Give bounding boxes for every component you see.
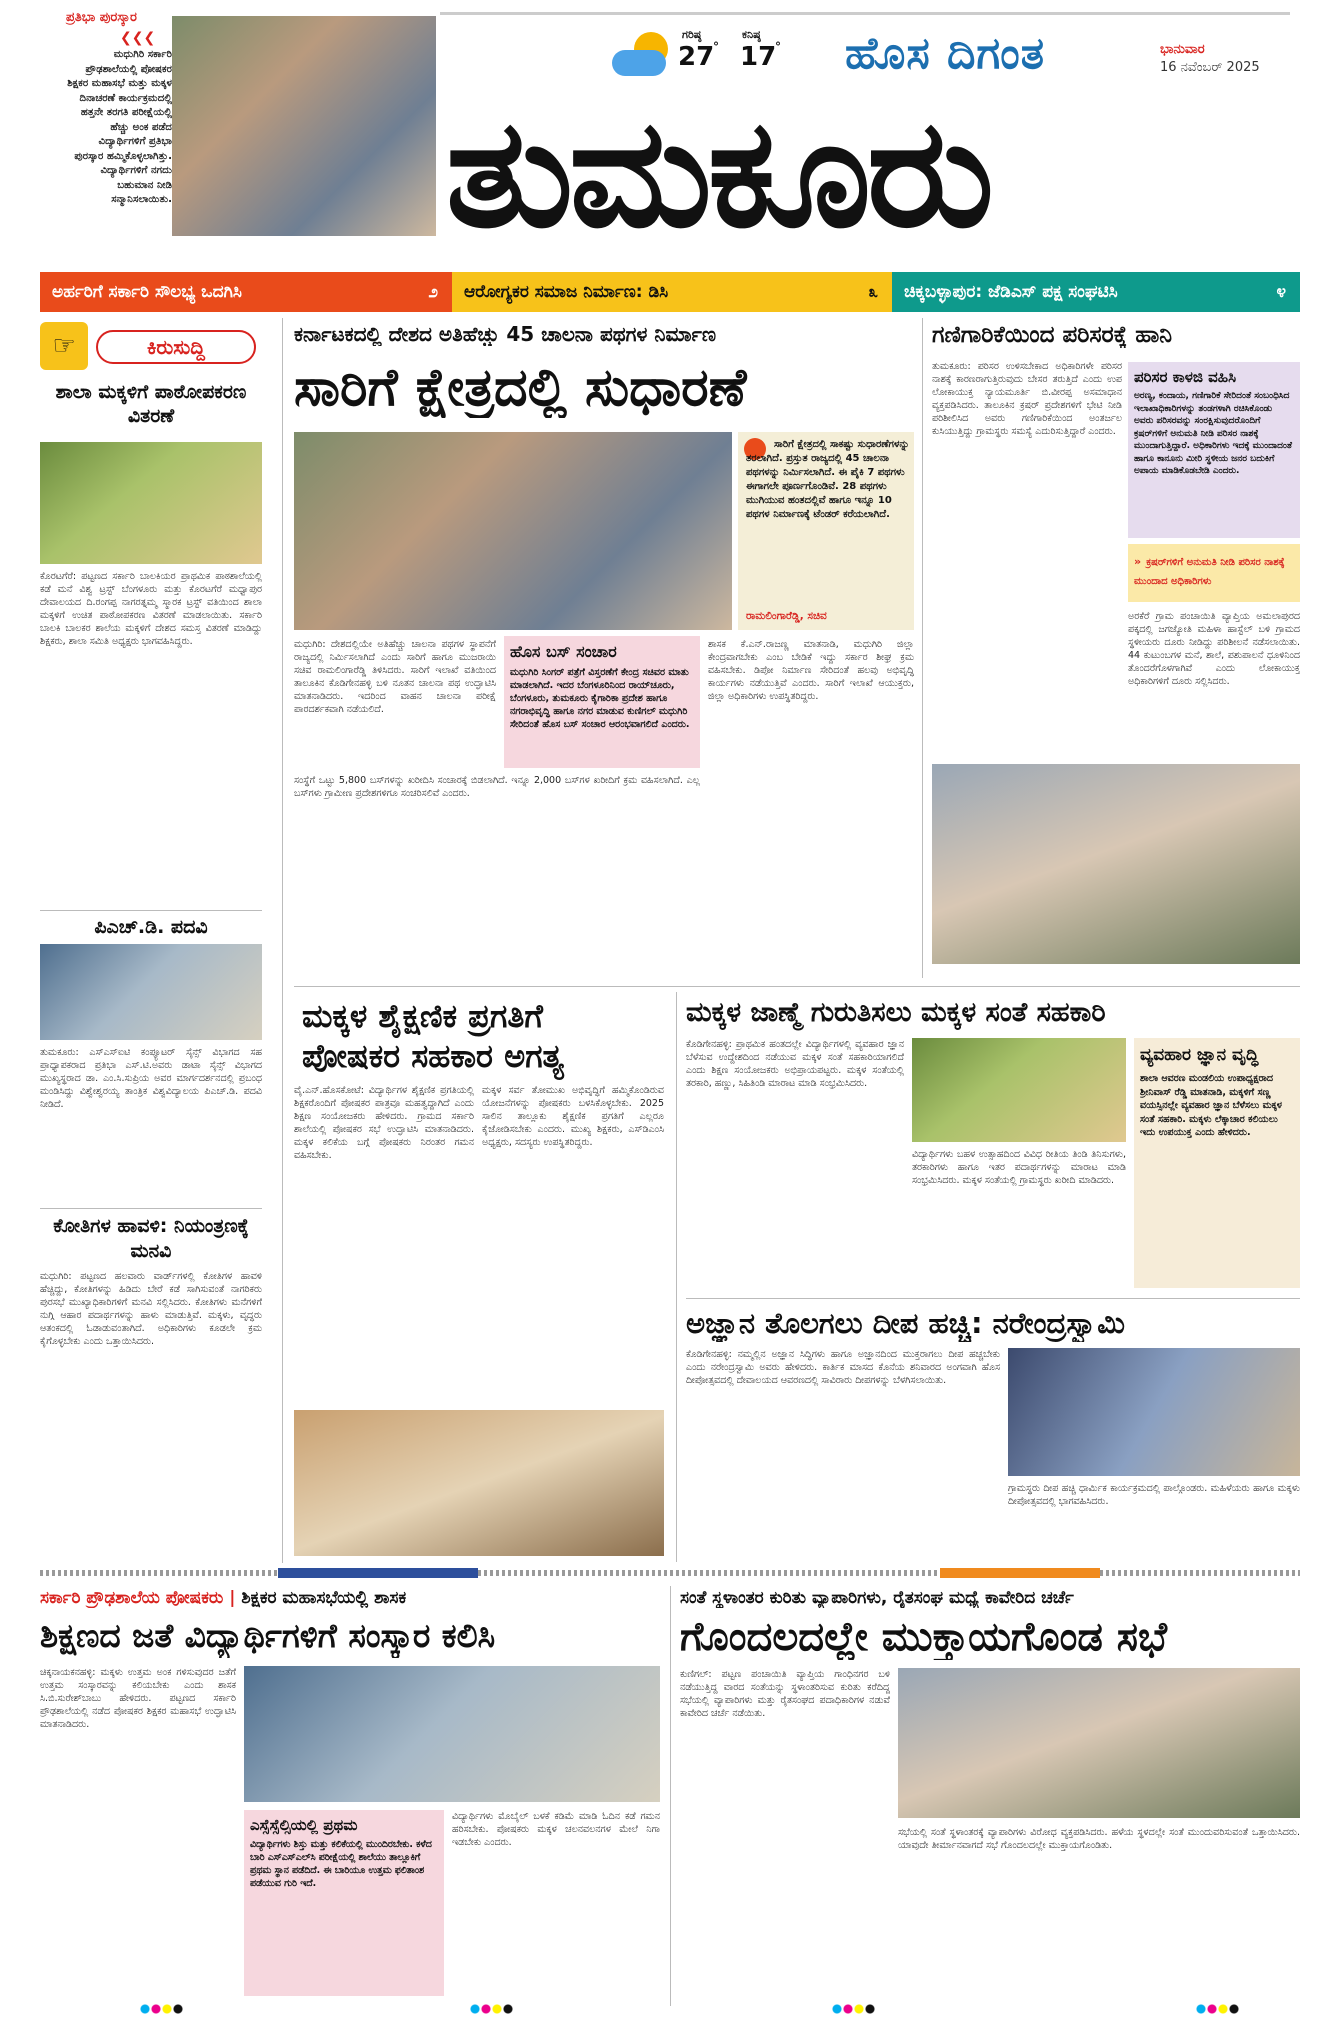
pointing-hand-icon: ☞: [40, 322, 88, 370]
santhe-body-1: ಕೊಡಿಗೇನಹಳ್ಳಿ: ಪ್ರಾಥಮಿಕ ಹಂತದಲ್ಲೇ ವಿದ್ಯಾರ್ಥಿಗಳಲ್ಲಿ ವ್ಯವಹಾರ ಜ್ಞಾನ ಬೆಳೆಸುವ ಉದ್ದೇಶದಿಂದ ನಡೆಯುವ ಮಕ್ಕಳ ಸಂತೆ ಸಹಕಾರಿಯಾಗಲಿದೆ ಎಂದು ಶಿಕ್ಷಣ ಸಂಯೋಜಕರು ಅಭಿಪ್ರಾಯಪಟ್ಟರು. ಮಕ್ಕಳ ಸಂತೆಯಲ್ಲಿ ತರಕಾರಿ, ಹಣ್ಣು, ಸಿಹಿತಿಂಡಿ ಮಾರಾಟ ಮಾಡಿ ಸಂಭ್ರಮಿಸಿದರು.: [686, 1039, 904, 1089]
lead-quote: ಸಾರಿಗೆ ಕ್ಷೇತ್ರದಲ್ಲಿ ಸಾಕಷ್ಟು ಸುಧಾರಣೆಗಳನ್ನು ತರಲಾಗಿದೆ. ಪ್ರಸ್ತುತ ರಾಜ್ಯದಲ್ಲಿ 45 ಚಾಲನಾ ಪಥಗಳನ್ನು ನಿರ್ಮಿಸಲಾಗಿದೆ. ಈ ಪೈಕಿ 7 ಪಥಗಳು ಈಗಾಗಲೇ ಪೂರ್ಣಗೊಂಡಿವೆ. 28 ಪಥಗಳು ಮುಗಿಯುವ ಹಂತದಲ್ಲಿವೆ ಹಾಗೂ ಇನ್ನೂ 10 ಪಥಗಳ ನಿರ್ಮಾಣಕ್ಕೆ ಟೆಂಡರ್ ಕರೆಯಲಾಗಿದೆ.: [746, 439, 910, 520]
issue-day: ಭಾನುವಾರ: [1160, 42, 1205, 57]
bottom-left-headline: ಶಿಕ್ಷಣದ ಜತೆ ವಿದ್ಯಾರ್ಥಿಗಳಿಗೆ ಸಂಸ್ಕಾರ ಕಲಿಸಿ: [40, 1616, 496, 1655]
brief-divider-2: [40, 1208, 262, 1209]
nutrition-story: [294, 992, 664, 1562]
lead-quote-by: ರಾಮಲಿಂಗಾರೆಡ್ಡಿ, ಸಚಿವ: [746, 610, 827, 622]
business-box: [1134, 1038, 1300, 1288]
sidebar-text: ಮಧುಗಿರಿ ಸರ್ಕಾರಿ ಪ್ರೌಢಶಾಲೆಯಲ್ಲಿ ಪೋಷಕರ ಶಿಕ್ಷಕರ ಮಹಾಸಭೆ ಮತ್ತು ಮಕ್ಕಳ ದಿನಾಚರಣೆ ಕಾರ್ಯಕ್ರಮದಲ್ಲಿ ಹತ್ತನೇ ತರಗತಿ ಪರೀಕ್ಷೆಯಲ್ಲಿ ಹೆಚ್ಚು ಅಂಕ ಪಡೆದ ವಿದ್ಯಾರ್ಥಿಗಳಿಗೆ ಪ್ರತಿಭಾ ಪುರಸ್ಕಾರ ಹಮ್ಮಿಕೊಳ್ಳಲಾಗಿತ್ತು. ವಿದ್ಯಾರ್ಥಿಗಳಿಗೆ ನಗದು ಬಹುಮಾನ ನೀಡಿ ಸನ್ಮಾನಿಸಲಾಯಿತು.: [67, 49, 172, 205]
deepa-body-1: ಕೊಡಿಗೇನಹಳ್ಳಿ: ನಮ್ಮಲ್ಲಿನ ಅಜ್ಞಾನ ಸಿದ್ಧಿಗಳು ಹಾಗೂ ಅಜ್ಞಾನದಿಂದ ಮುಕ್ತರಾಗಲು ದೀಪ ಹಚ್ಚಬೇಕು ಎಂದು ನರೇಂದ್ರಸ್ವಾಮಿ ಅವರು ಹೇಳಿದರು. ಕಾರ್ತಿಕ ಮಾಸದ ಕೊನೆಯ ಶನಿವಾರದ ಅಂಗವಾಗಿ ಹೊಸ ದೀಪೋತ್ಸವದಲ್ಲಿ ದೇವಾಲಯದ ಆವರಣದಲ್ಲಿ ಸಾವಿರಾರು ದೀಪಗಳನ್ನು ಬೆಳಗಿಸಲಾಯಿತು.: [686, 1349, 1000, 1386]
col-rule-1: [282, 318, 283, 1563]
lead-body-2: ಸಂಸ್ಥೆಗೆ ಒಟ್ಟು 5,800 ಬಸ್‌ಗಳನ್ನು ಖರೀದಿಸಿ ಸಂಚಾರಕ್ಕೆ ಬಿಡಲಾಗಿದೆ. ಇನ್ನೂ 2,000 ಬಸ್‌ಗಳ ಖರೀದಿಗೆ ಕ್ರಮ ವಹಿಸಲಾಗಿದೆ. ಎಲ್ಲ ಬಸ್‌ಗಳು ಗ್ರಾಮೀಣ ಪ್ರದೇಶಗಳಿಗೂ ಸಂಚರಿಸಲಿವೆ ಎಂದರು.: [294, 775, 700, 799]
bottom-right-body-2: ಸಭೆಯಲ್ಲಿ ಸಂತೆ ಸ್ಥಳಾಂತರಕ್ಕೆ ವ್ಯಾಪಾರಿಗಳು ವಿರೋಧ ವ್ಯಕ್ತಪಡಿಸಿದರು. ಹಳೆಯ ಸ್ಥಳದಲ್ಲೇ ಸಂತೆ ಮುಂದುವರಿಸುವಂತೆ ಒತ್ತಾಯಿಸಿದರು. ಯಾವುದೇ ತೀರ್ಮಾನವಾಗದೆ ಸಭೆ ಗೊಂದಲದಲ್ಲೇ ಮುಕ್ತಾಯಗೊಂಡಿತು.: [898, 1827, 1300, 1851]
lead-headline: ಸಾರಿಗೆ ಕ್ಷೇತ್ರದಲ್ಲಿ ಸುಧಾರಣೆ: [294, 358, 747, 418]
pollution-body-1: ತುಮಕೂರು: ಪರಿಸರ ಉಳಿಸಬೇಕಾದ ಅಧಿಕಾರಿಗಳೇ ಪರಿಸರ ನಾಶಕ್ಕೆ ಕಾರಣರಾಗುತ್ತಿರುವುದು ಬೇಸರ ತರುತ್ತಿದೆ ಎಂದು ಉಪ ಲೋಕಾಯುಕ್ತ ನ್ಯಾಯಮೂರ್ತಿ ಬಿ.ವೀರಪ್ಪ ಅಸಮಾಧಾನ ವ್ಯಕ್ತಪಡಿಸಿದರು. ತಾಲೂಕಿನ ಕ್ರಷರ್ ಪ್ರದೇಶಗಳಿಗೆ ಭೇಟಿ ನೀಡಿ ಪರಿಶೀಲಿಸಿದ ಅವರು ಗಣಿಗಾರಿಕೆಯಿಂದ ಅಂತರ್ಜಲ ಕುಸಿಯುತ್ತಿದ್ದು ಗ್ರಾಮಸ್ಥರು ಸಮಸ್ಯೆ ಎದುರಿಸುತ್ತಿದ್ದಾರೆ ಎಂದರು.: [932, 361, 1122, 437]
crusher-alert: [1128, 544, 1300, 602]
kicker-a: ಸರ್ಕಾರಿ ಪ್ರೌಢಶಾಲೆಯ ಪೋಷಕರು: [40, 1588, 224, 1608]
registration-marks: [0, 2004, 1339, 2016]
environment-box-body: ಅರಣ್ಯ, ಕಂದಾಯ, ಗಣಿಗಾರಿಕೆ ಸೇರಿದಂತೆ ಸಂಬಂಧಿಸಿದ ಇಲಾಖಾಧಿಕಾರಿಗಳನ್ನು ತಂಡಗಳಾಗಿ ರಚಿಸಿಕೊಂಡು ಅವರು ಪರಿಸರವನ್ನು ಸಂರಕ್ಷಿಸುವುದರೊಂದಿಗೆ ಕ್ರಷರ್‌ಗಳಿಗೆ ಅನುಮತಿ ನೀಡಿ ಪರಿಸರ ನಾಶಕ್ಕೆ ಮುಂದಾಗುತ್ತಿದ್ದಾರೆ. ಅಧಿಕಾರಿಗಳು ಇದಕ್ಕೆ ಮುಂದಾದಂತೆ ಹಾಗೂ ಕಾನೂನು ಮೀರಿ ಸ್ಥಳೀಯ ಜನರ ಬದುಕಿಗೆ ಅಪಾಯ ಮಾಡಿಕೊಡಬೇಡಿ ಎಂದರು.: [1134, 391, 1293, 476]
edition-title: ತುಮಕೂರು: [446, 87, 991, 261]
brief-2-body: ತುಮಕೂರು: ಎಸ್‌ಎಸ್‌ಐಟಿ ಕಂಪ್ಯೂಟರ್ ಸೈನ್ಸ್ ವಿಭಾಗದ ಸಹ ಪ್ರಾಧ್ಯಾಪಕರಾದ ಪ್ರತಿಭಾ ಎಸ್.ಟಿ.ಅವರು ಡಾಟಾ ಸೈನ್ಸ್ ವಿಭಾಗದ ಮುಖ್ಯಸ್ಥರಾದ ಡಾ. ಎಂ.ಸಿ.ಸುಪ್ರಿಯ ಅವರ ಮಾರ್ಗದರ್ಶನದಲ್ಲಿ ಪ್ರಬಂಧ ಮಂಡಿಸಿದ್ದು ವಿಶ್ವೇಶ್ವರಯ್ಯ ತಾಂತ್ರಿಕ ವಿಶ್ವವಿದ್ಯಾಲಯ ಪಿಎಚ್.ಡಿ. ಪದವಿ ನೀಡಿದೆ.: [40, 1047, 262, 1110]
brief-1-body: ಕೊರಟಗೆರೆ: ಪಟ್ಟಣದ ಸರ್ಕಾರಿ ಬಾಲಕಿಯರ ಪ್ರಾಥಮಿಕ ಪಾಠಶಾಲೆಯಲ್ಲಿ ಕಡೆ ಮನೆ ವಿಶ್ವ ಟ್ರಸ್ಟ್ ಬೆಂಗಳೂರು ಮತ್ತು ಕೊರಟಗೆರೆ ಮಧ್ವಾಪುರ ದೇವಾಲಯದ ದಿ.ರಂಗಪ್ಪ ನಾಗರತ್ನಮ್ಮ ಸ್ಮಾರಕ ಟ್ರಸ್ಟ್ ವತಿಯಿಂದ ಶಾಲಾ ಮಕ್ಕಳಿಗೆ ಉಚಿತ ಪಾಠೋಪಕರಣ ವಿತರಣೆ ಮಾಡಲಾಯಿತು. ಸರ್ಕಾರಿ ಬಾಲಕಿ ಬಾಲಕರ ಶಾಲೆಯ ಮಕ್ಕಳಿಗೆ ದೇಶದ ಸಮಸ್ತ ವಿತರಣೆ ಮಾಡಿದ್ದು ಶಿಕ್ಷಕರು, ಶಾಲಾ ಸಮಿತಿ ಅಧ್ಯಕ್ಷರು ಭಾಗವಹಿಸಿದ್ದರು.: [40, 571, 262, 647]
row-rule-2: [686, 1298, 1300, 1299]
kicker-separator: |: [229, 1588, 242, 1608]
top-rule: [440, 12, 1290, 15]
santhe-headline: ಮಕ್ಕಳ ಜಾಣ್ಮೆ ಗುರುತಿಸಲು ಮಕ್ಕಳ ಸಂತೆ ಸಹಕಾರಿ: [686, 997, 1106, 1028]
brief-1-photo: [40, 442, 262, 564]
max-degree: °: [713, 40, 719, 54]
col-rule-4: [670, 1586, 671, 2006]
bottom-left-story: [40, 1586, 660, 2006]
bottom-right-photo: [898, 1668, 1300, 1818]
bottom-left-body-1: ಚಿಕ್ಕನಾಯಕನಹಳ್ಳಿ: ಮಕ್ಕಳು ಉತ್ತಮ ಅಂಕ ಗಳಿಸುವುದರ ಜತೆಗೆ ಉತ್ತಮ ಸಂಸ್ಕಾರವನ್ನು ಕಲಿಯಬೇಕು ಎಂದು ಶಾಸಕ ಸಿ.ಬಿ.ಸುರೇಶ್‌ಬಾಬು ಹೇಳಿದರು. ಪಟ್ಟಣದ ಸರ್ಕಾರಿ ಪ್ರೌಢಶಾಲೆಯಲ್ಲಿ ನಡೆದ ಪೋಷಕರ ಶಿಕ್ಷಕರ ಮಹಾಸಭೆ ಉದ್ಘಾಟಿಸಿ ಮಾತನಾಡಿದರು.: [40, 1667, 236, 1730]
bottom-left-body-2: ವಿದ್ಯಾರ್ಥಿಗಳು ಮೊಬೈಲ್ ಬಳಕೆ ಕಡಿಮೆ ಮಾಡಿ ಓದಿನ ಕಡೆ ಗಮನ ಹರಿಸಬೇಕು. ಪೋಷಕರು ಮಕ್ಕಳ ಚಲನವಲನಗಳ ಮೇಲೆ ನಿಗಾ ಇಡಬೇಕು ಎಂದರು.: [452, 1811, 660, 1848]
business-box-title: ವ್ಯವಹಾರ ಜ್ಞಾನ ವೃದ್ಧಿ: [1140, 1045, 1259, 1065]
lead-kicker: ಕರ್ನಾಟಕದಲ್ಲಿ ದೇಶದ ಅತಿಹೆಚ್ಚು 45 ಚಾಲನಾ ಪಥಗಳ ನಿರ್ಮಾಣ: [294, 322, 717, 346]
max-temp-label: ಗರಿಷ್ಠ: [682, 28, 702, 41]
lead-story: [294, 318, 914, 978]
nutrition-photo: [294, 1410, 664, 1556]
environment-box-title: ಪರಿಸರ ಕಾಳಜಿ ವಹಿಸಿ: [1134, 368, 1237, 386]
kirusuddi-column: [40, 318, 262, 1563]
min-temp: 17: [740, 42, 777, 72]
sslc-box-title: ಎಸ್ಸೆಸ್ಸೆಲ್ಸಿಯಲ್ಲಿ ಪ್ರಥಮ: [250, 1816, 358, 1834]
lead-body-3: ಶಾಸಕ ಕೆ.ಎನ್.ರಾಜಣ್ಣ ಮಾತನಾಡಿ, ಮಧುಗಿರಿ ಜಿಲ್ಲಾ ಕೇಂದ್ರವಾಗಬೇಕು ಎಂಬ ಬೇಡಿಕೆ ಇದ್ದು ಸರ್ಕಾರ ಶೀಘ್ರ ಕ್ರಮ ವಹಿಸಬೇಕು. ಡಿಪೋ ನಿರ್ಮಾಣ ಸೇರಿದಂತೆ ಹಲವು ಅಭಿವೃದ್ಧಿ ಕಾರ್ಯಗಳು ನಡೆಯುತ್ತಿವೆ ಎಂದರು. ಸಾರಿಗೆ ಇಲಾಖೆ ಆಯುಕ್ತರು, ಜಿಲ್ಲಾ ಅಧಿಕಾರಿಗಳು ಉಪಸ್ಥಿತರಿದ್ದರು.: [708, 639, 914, 702]
bottom-right-story: [680, 1586, 1300, 2006]
nutrition-headline-2: ಪೋಷಕರ ಸಹಕಾರ ಅಗತ್ಯ: [302, 1037, 564, 1075]
kicker-b: ಶಿಕ್ಷಕರ ಮಹಾಸಭೆಯಲ್ಲಿ ಶಾಸಕ: [241, 1588, 407, 1608]
pollution-story: [932, 318, 1300, 978]
bus-box-body: ಮಧುಗಿರಿ ಸಿಂಗರ್ ಪತ್ರೆಗೆ ವಿಸ್ತರಣೆಗೆ ಕೇಂದ್ರ ಸಚಿವರ ಮಾತು ಮಾಡಲಾಗಿದೆ. ಇದರ ಬೆಂಗಳೂರಿನಿಂದ ರಾಯ್‌ಚೂರು, ಬೆಂಗಳೂರು, ತುಮಕೂರು ಕೈಗಾರಿಕಾ ಪ್ರದೇಶ ಹಾಗೂ ನಗರಾಭಿವೃದ್ಧಿ ಹಾಗೂ ನಗರ ಮಾಡುವ ಕುಣಿಗಲ್ ಮಧುಗಿರಿ ಸೇರಿದಂತೆ ಹೊಸ ಬಸ್ ಸಂಚಾರ ಆರಂಭವಾಗಲಿದೆ ಎಂದರು.: [510, 667, 690, 730]
brief-2-headline: ಪಿಎಚ್.ಡಿ. ಪದವಿ: [94, 916, 208, 938]
deepa-story: [686, 1302, 1300, 1562]
bus-box-title: ಹೊಸ ಬಸ್ ಸಂಚಾರ: [510, 642, 617, 661]
bottom-right-kicker: ಸಂತೆ ಸ್ಥಳಾಂತರ ಕುರಿತು ವ್ಯಾಪಾರಿಗಳು, ರೈತಸಂಘ ಮಧ್ಯೆ ಕಾವೇರಿದ ಚರ್ಚೆ: [680, 1588, 1074, 1608]
pollution-photo: [932, 764, 1300, 964]
kirusuddi-header: [40, 322, 262, 372]
alert-arrow-icon: »: [1134, 555, 1142, 568]
ticker-page-2: ೩: [868, 282, 878, 302]
sslc-box-body: ವಿದ್ಯಾರ್ಥಿಗಳು ಶಿಸ್ತು ಮತ್ತು ಕಲಿಕೆಯಲ್ಲಿ ಮುಂದಿರಬೇಕು. ಕಳೆದ ಬಾರಿ ಎಸ್‌ಎಸ್‌ಎಲ್‌ಸಿ ಪರೀಕ್ಷೆಯಲ್ಲಿ ಶಾಲೆಯು ತಾಲ್ಲೂಕಿಗೆ ಪ್ರಥಮ ಸ್ಥಾನ ಪಡೆದಿದೆ. ಈ ಬಾರಿಯೂ ಉತ್ತಮ ಫಲಿತಾಂಶ ಪಡೆಯುವ ಗುರಿ ಇದೆ.: [250, 1839, 432, 1889]
ticker-item-1[interactable]: [40, 272, 452, 312]
santhe-story: [686, 992, 1300, 1292]
business-box-body: ಶಾಲಾ ಆವರಣ ಮಂಡಲಿಯ ಉಪಾಧ್ಯಕ್ಷರಾದ ಶ್ರೀನಿವಾಸ್ ರೆಡ್ಡಿ ಮಾತನಾಡಿ, ಮಕ್ಕಳಿಗೆ ಸಣ್ಣ ವಯಸ್ಸಿನಲ್ಲೇ ವ್ಯವಹಾರ ಜ್ಞಾನ ಬೆಳೆಸಲು ಮಕ್ಕಳ ಸಂತೆ ಸಹಕಾರಿ. ಮಕ್ಕಳು ಲೆಕ್ಕಾಚಾರ ಕಲಿಯಲು ಇದು ಉಪಯುಕ್ತ ಎಂದು ಹೇಳಿದರು.: [1140, 1073, 1282, 1138]
sun-cloud-icon: [612, 32, 672, 78]
pollution-headline: ಗಣಿಗಾರಿಕೆಯಿಂದ ಪರಿಸರಕ್ಕೆ ಹಾನಿ: [932, 322, 1173, 348]
deepa-headline: ಅಜ್ಞಾನ ತೊಲಗಲು ದೀಪ ಹಚ್ಚಿ: ನರೇಂದ್ರಸ್ವಾಮಿ: [686, 1306, 1126, 1340]
ticker-item-3[interactable]: [892, 272, 1300, 312]
brief-divider-1: [40, 910, 262, 911]
santhe-body-2: ವಿದ್ಯಾರ್ಥಿಗಳು ಬಹಳ ಉತ್ಸಾಹದಿಂದ ವಿವಿಧ ರೀತಿಯ ತಿಂಡಿ ತಿನಿಸುಗಳು, ತರಕಾರಿಗಳು ಹಾಗೂ ಇತರ ಪದಾರ್ಥಗಳನ್ನು ಮಾರಾಟ ಮಾಡಿ ಸಂಭ್ರಮಿಸಿದರು. ಮಕ್ಕಳ ಸಂತೆಯಲ್ಲಿ ಗ್ರಾಮಸ್ಥರು ಖರೀದಿ ಮಾಡಿದರು.: [912, 1149, 1126, 1186]
kirusuddi-title: ಕಿರುಸುದ್ದಿ: [96, 330, 256, 364]
col-rule-3: [676, 992, 677, 1562]
max-temp: 27: [678, 42, 715, 72]
ticker-text-1: ಅರ್ಹರಿಗೆ ಸರ್ಕಾರಿ ಸೌಲಭ್ಯ ಒದಗಿಸಿ: [52, 282, 242, 302]
issue-date: 16 ನವೆಂಬರ್ 2025: [1160, 60, 1260, 75]
brief-1-headline: ಶಾಲಾ ಮಕ್ಕಳಿಗೆ ಪಾಠೋಪಕರಣ ವಿತರಣೆ: [55, 381, 247, 427]
environment-box: [1128, 362, 1300, 538]
section-stripe: [40, 1568, 1300, 1580]
deepa-photo: [1008, 1348, 1300, 1476]
ticker-item-2[interactable]: [452, 272, 892, 312]
brief-3-body: ಮಧುಗಿರಿ: ಪಟ್ಟಣದ ಹಲವಾರು ವಾರ್ಡ್‌ಗಳಲ್ಲಿ ಕೋತಿಗಳ ಹಾವಳಿ ಹೆಚ್ಚಿದ್ದು, ಕೋತಿಗಳನ್ನು ಹಿಡಿದು ಬೇರೆ ಕಡೆ ಸಾಗಿಸುವಂತೆ ನಾಗರಿಕರು ಪುರಸಭೆ ಮುಖ್ಯಾಧಿಕಾರಿಗಳಿಗೆ ಮನವಿ ಸಲ್ಲಿಸಿದರು. ಕೋತಿಗಳು ಮನೆಗಳಿಗೆ ನುಗ್ಗಿ ಆಹಾರ ಪದಾರ್ಥಗಳನ್ನು ಹಾಳು ಮಾಡುತ್ತಿವೆ. ಮಕ್ಕಳು, ವೃದ್ಧರು ಆತಂಕದಲ್ಲಿ ಓಡಾಡುವಂತಾಗಿದೆ. ಅಧಿಕಾರಿಗಳು ಕೂಡಲೇ ಕ್ರಮ ಕೈಗೊಳ್ಳಬೇಕು ಎಂದು ಒತ್ತಾಯಿಸಿದರು.: [40, 1271, 262, 1347]
brief-3-headline: ಕೋತಿಗಳ ಹಾವಳಿ: ನಿಯಂತ್ರಣಕ್ಕೆ ಮನವಿ: [53, 1215, 249, 1262]
brief-2-photo: [40, 944, 262, 1040]
paper-logo: ಹೊಸ ದಿಗಂತ: [845, 28, 1046, 79]
nutrition-headline-1: ಮಕ್ಕಳ ಶೈಕ್ಷಣಿಕ ಪ್ರಗತಿಗೆ: [302, 997, 543, 1035]
masthead-sidebar: [60, 8, 436, 272]
row-rule-1: [294, 986, 1300, 987]
ticker-page-1: ೨: [428, 282, 438, 302]
min-degree: °: [775, 40, 781, 54]
ticker-page-3: ೪: [1276, 282, 1286, 302]
nutrition-body-1: ವೈ.ಎನ್.ಹೊಸಕೋಟೆ: ವಿದ್ಯಾರ್ಥಿಗಳ ಶೈಕ್ಷಣಿಕ ಪ್ರಗತಿಯಲ್ಲಿ ಶಿಕ್ಷಕರೊಂದಿಗೆ ಪೋಷಕರ ಪಾತ್ರವೂ ಮಹತ್ವದ್ದಾಗಿದೆ ಎಂದು ಶಿಕ್ಷಣ ಸಂಯೋಜಕರು ಹೇಳಿದರು. ಗ್ರಾಮದ ಸರ್ಕಾರಿ ಶಾಲೆಯಲ್ಲಿ ಪೋಷಕರ ಸಭೆ ಉದ್ಘಾಟಿಸಿ ಮಾತನಾಡಿದರು. ಮಕ್ಕಳ ಕಲಿಕೆಯ ಬಗ್ಗೆ ಪೋಷಕರು ನಿರಂತರ ಗಮನ ವಹಿಸಬೇಕು.: [294, 1085, 474, 1161]
bottom-right-headline: ಗೊಂದಲದಲ್ಲೇ ಮುಕ್ತಾಯಗೊಂಡ ಸಭೆ: [680, 1614, 1167, 1660]
award-photo: [172, 16, 436, 236]
sidebar-arrows: ❮❮❮: [120, 30, 156, 46]
lead-body-1: ಮಧುಗಿರಿ: ದೇಶದಲ್ಲಿಯೇ ಅತಿಹೆಚ್ಚು ಚಾಲನಾ ಪಥಗಳ ಸ್ಥಾಪನೆಗೆ ರಾಜ್ಯದಲ್ಲಿ ನಿರ್ಮಿಸಲಾಗಿದೆ ಎಂದು ಸಾರಿಗೆ ಹಾಗೂ ಮುಜರಾಯಿ ಸಚಿವ ರಾಮಲಿಂಗಾರೆಡ್ಡಿ ತಿಳಿಸಿದರು. ಸಾರಿಗೆ ಇಲಾಖೆ ವತಿಯಿಂದ ತಾಲೂಕಿನ ಕೊಡಿಗೇನಹಳ್ಳಿ ಬಳಿ ನೂತನ ಚಾಲನಾ ಪಥ ಉದ್ಘಾಟಿಸಿ ಮಾತನಾಡಿದರು. ಇದರಿಂದ ವಾಹನ ಚಾಲನಾ ಪರೀಕ್ಷೆ ಪಾರದರ್ಶಕವಾಗಿ ನಡೆಯಲಿದೆ.: [294, 639, 496, 715]
sidebar-label: ಪ್ರತಿಭಾ ಪುರಸ್ಕಾರ: [66, 10, 137, 25]
ticker-text-2: ಆರೋಗ್ಯಕರ ಸಮಾಜ ನಿರ್ಮಾಣ: ಡಿಸಿ: [464, 282, 669, 302]
sslc-box: [244, 1810, 444, 1996]
pollution-body-2: ಅರಕೆರೆ ಗ್ರಾಮ ಪಂಚಾಯಿತಿ ವ್ಯಾಪ್ತಿಯ ಅಮಲಾಪುರದ ಪಕ್ಕದಲ್ಲಿ ಜಗಜ್ಯೋತಿ ಮಹಿಳಾ ಹಾಸ್ಟೆಲ್ ಬಳಿ ಗ್ರಾಮದ ಸ್ಥಳೀಯರು ದೂರು ನೀಡಿದ್ದು ಪರಿಶೀಲನೆ ನಡೆಸಲಾಯಿತು. 44 ಕುಟುಂಬಗಳ ಮನೆ, ಶಾಲೆ, ಪಶುಪಾಲನೆ ಧೂಳಿನಿಂದ ತೊಂದರೆಗೊಳಗಾಗಿವೆ ಎಂದು ಲೋಕಾಯುಕ್ತ ಅಧಿಕಾರಿಗಳಿಗೆ ದೂರು ಸಲ್ಲಿಸಿದರು.: [1128, 611, 1300, 687]
col-rule-2: [922, 318, 923, 978]
bottom-right-body-1: ಕುಣಿಗಲ್: ಪಟ್ಟಣ ಪಂಚಾಯಿತಿ ವ್ಯಾಪ್ತಿಯ ಗಾಂಧಿನಗರ ಬಳಿ ನಡೆಯುತ್ತಿದ್ದ ವಾರದ ಸಂತೆಯನ್ನು ಸ್ಥಳಾಂತರಿಸುವ ಕುರಿತು ಕರೆದಿದ್ದ ಸಭೆಯಲ್ಲಿ ವ್ಯಾಪಾರಿಗಳು ಮತ್ತು ರೈತಸಂಘದ ಪದಾಧಿಕಾರಿಗಳ ನಡುವೆ ಕಾವೇರಿದ ಚರ್ಚೆ ನಡೆಯಿತು.: [680, 1669, 890, 1719]
weather-widget: [612, 26, 800, 86]
bus-box: [504, 636, 700, 768]
santhe-photo: [912, 1038, 1126, 1142]
nutrition-body-2: ಮಕ್ಕಳ ಸರ್ವ ತೋಮುಖ ಅಭಿವೃದ್ಧಿಗೆ ಹಮ್ಮಿಕೊಂಡಿರುವ ಯೋಜನೆಗಳನ್ನು ಪೋಷಕರು ಬಳಸಿಕೊಳ್ಳಬೇಕು. 2025 ಸಾಲಿನ ತಾಲ್ಲೂಕು ಶೈಕ್ಷಣಿಕ ಪ್ರಗತಿಗೆ ಎಲ್ಲರೂ ಕೈಜೋಡಿಸಬೇಕು ಎಂದರು. ಮುಖ್ಯ ಶಿಕ್ಷಕರು, ಎಸ್‌ಡಿಎಂಸಿ ಅಧ್ಯಕ್ಷರು, ಸದಸ್ಯರು ಉಪಸ್ಥಿತರಿದ್ದರು.: [482, 1085, 664, 1148]
lead-photo: [294, 432, 732, 630]
ticker-text-3: ಚಿಕ್ಕಬಳ್ಳಾಪುರ: ಜೆಡಿಎಸ್ ಪಕ್ಷ ಸಂಘಟಿಸಿ: [904, 282, 1118, 302]
min-temp-label: ಕನಿಷ್ಠ: [742, 28, 761, 41]
deepa-body-2: ಗ್ರಾಮಸ್ಥರು ದೀಪ ಹಚ್ಚಿ ಧಾರ್ಮಿಕ ಕಾರ್ಯಕ್ರಮದಲ್ಲಿ ಪಾಲ್ಗೊಂಡರು. ಮಹಿಳೆಯರು ಹಾಗೂ ಮಕ್ಕಳು ದೀಪೋತ್ಸವದಲ್ಲಿ ಭಾಗವಹಿಸಿದರು.: [1008, 1483, 1300, 1507]
crusher-alert-text: ಕ್ರಷರ್‌ಗಳಿಗೆ ಅನುಮತಿ ನೀಡಿ ಪರಿಸರ ನಾಶಕ್ಕೆ ಮುಂದಾದ ಅಧಿಕಾರಿಗಳು: [1134, 557, 1285, 587]
bottom-left-kicker: [40, 1588, 660, 1608]
ticker-bar: [40, 272, 1300, 312]
bottom-left-photo: [244, 1666, 660, 1802]
lead-quote-box: [738, 432, 914, 630]
